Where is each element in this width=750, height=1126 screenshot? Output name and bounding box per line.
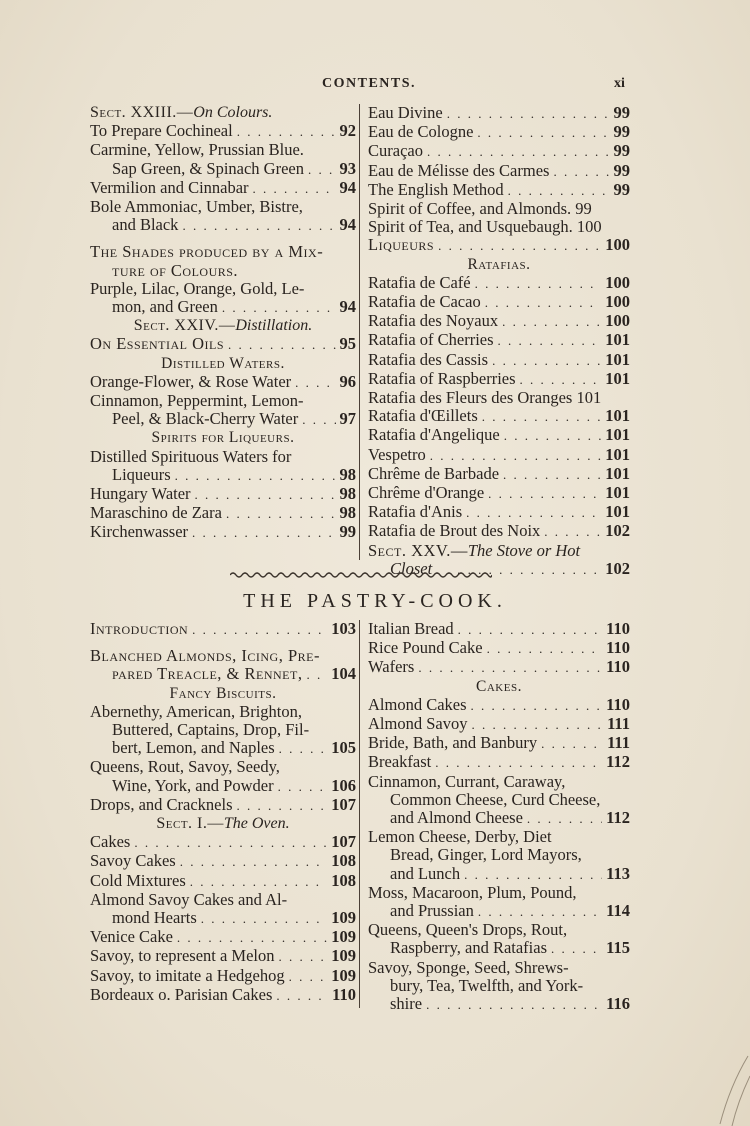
section-number: Sect. XXV.— <box>368 540 468 560</box>
toc-entry-title: Hungary Water <box>90 484 191 504</box>
toc-page-number: 111 <box>607 714 630 734</box>
section-name: The Oven. <box>223 815 290 833</box>
dot-leader <box>276 987 328 1005</box>
toc-entry-title: Raspberry, and Ratafias <box>390 938 547 958</box>
toc-page-number: 96 <box>339 371 356 391</box>
toc-entry-title: Ratafia de Café <box>368 272 471 292</box>
toc-entry-title: Cold Mixtures <box>90 870 186 890</box>
dot-leader <box>177 929 327 947</box>
toc-entry-title: and Prussian <box>390 901 474 921</box>
toc-entry <box>90 179 356 198</box>
section-number: Sect. XXIV.— <box>133 317 236 335</box>
contents-section-1 <box>90 103 630 578</box>
toc-line: Blanched Almonds, Icing, Pre- <box>90 646 320 666</box>
toc-entry-title: Savoy, to imitate a Hedgehog <box>90 965 285 985</box>
toc-entry-title: Liqueurs <box>112 464 171 484</box>
toc-page-number: 101 <box>605 425 630 445</box>
dot-leader <box>527 810 602 828</box>
toc-entry <box>90 947 356 966</box>
toc-entry <box>90 410 356 429</box>
page-header <box>0 76 750 96</box>
toc-entry-title: Ratafia des Cassis <box>368 349 489 369</box>
toc-line: Queens, Rout, Savoy, Seedy, <box>90 757 280 777</box>
toc-section-heading <box>90 317 356 335</box>
toc-page-number: 113 <box>606 863 630 883</box>
toc-page-number: 102 <box>605 521 630 541</box>
toc-entry <box>368 181 630 200</box>
toc-entry-title: Ratafia d'Angelique <box>368 425 500 445</box>
toc-entry <box>368 865 630 884</box>
toc-entry <box>368 331 630 350</box>
dot-leader <box>418 659 602 677</box>
dot-leader <box>278 778 328 796</box>
column-divider <box>359 104 360 560</box>
toc-entry <box>90 833 356 852</box>
toc-subheading: Ratafias. <box>467 255 531 273</box>
toc-entry <box>90 796 356 815</box>
page-corner-mark <box>710 1046 750 1126</box>
toc-entry <box>368 123 630 142</box>
toc-page-number: 100 <box>605 272 630 292</box>
running-title: CONTENTS. <box>322 76 417 91</box>
page-number: xi <box>614 76 625 91</box>
dot-leader <box>222 299 336 317</box>
toc-line: Moss, Macaroon, Plum, Pound, <box>368 882 577 902</box>
dot-leader <box>289 968 328 986</box>
toc-entry <box>368 104 630 123</box>
dot-leader <box>279 740 328 758</box>
section-number: Sect. XXIII.— <box>90 104 194 121</box>
toc-line: bury, Tea, Twelfth, and York- <box>390 975 584 995</box>
toc-entry <box>368 312 630 331</box>
toc-entry-title: Chrême de Barbade <box>368 463 500 483</box>
toc-entry <box>90 967 356 986</box>
dot-leader <box>482 408 602 426</box>
dot-leader <box>553 163 609 181</box>
toc-entry-title: and Almond Cheese <box>390 808 523 828</box>
toc-entry-title: mond Hearts <box>112 908 197 928</box>
dot-leader <box>492 352 601 370</box>
toc-entry-title: Savoy, to represent a Melon <box>90 946 275 966</box>
toc-entry <box>90 298 356 317</box>
toc-entry <box>368 274 630 293</box>
toc-line: Lemon Cheese, Derby, Diet <box>368 827 552 847</box>
dot-leader <box>192 524 335 542</box>
dot-leader <box>503 466 601 484</box>
dot-leader <box>308 161 336 179</box>
dot-leader <box>520 371 602 389</box>
toc-section-heading <box>90 815 356 833</box>
toc-entry-title: Ratafia of Raspberries <box>368 368 516 388</box>
toc-line: Spirit of Coffee, and Almonds. 99 <box>368 199 592 219</box>
toc-page-number: 109 <box>331 965 356 985</box>
toc-page-number: 114 <box>606 901 630 921</box>
toc-entry-title: Bordeaux o. Parisian Cakes <box>90 984 273 1004</box>
toc-page-number: 94 <box>339 297 356 317</box>
toc-entry-title: and Lunch <box>390 863 461 883</box>
toc-page-number: 101 <box>605 349 630 369</box>
dot-leader <box>471 716 603 734</box>
toc-entry-title: Orange-Flower, & Rose Water <box>90 371 292 391</box>
toc-entry <box>368 142 630 161</box>
toc-entry-title: and Black <box>112 215 179 235</box>
dot-leader <box>475 275 602 293</box>
toc-line: Queens, Queen's Drops, Rout, <box>368 920 568 940</box>
toc-page-number: 93 <box>339 158 356 178</box>
section-title-pastry-cook: THE PASTRY-COOK. <box>243 590 507 612</box>
toc-entry <box>368 809 630 828</box>
toc-entry <box>368 503 630 522</box>
toc-entry <box>368 465 630 484</box>
toc-entry <box>90 160 356 179</box>
toc-page-number: 92 <box>339 121 356 141</box>
toc-page-number: 99 <box>339 522 356 542</box>
toc-line: Spirit of Tea, and Usquebaugh. 100 <box>368 217 602 237</box>
contents-column-left <box>90 620 356 1008</box>
toc-page-number: 110 <box>606 619 630 638</box>
toc-page-number: 101 <box>605 502 630 522</box>
toc-entry-title: Ratafia des Noyaux <box>368 311 499 331</box>
dot-leader <box>226 505 336 523</box>
toc-entry <box>90 872 356 891</box>
dot-leader <box>279 948 328 966</box>
toc-entry-title: pared Treacle, & Rennet, <box>112 664 303 684</box>
toc-entry <box>90 523 356 542</box>
dot-leader <box>478 903 602 921</box>
toc-entry-title: Wafers <box>368 657 415 677</box>
dot-leader <box>175 467 336 485</box>
dot-leader <box>471 697 603 715</box>
toc-entry-title: Savoy Cakes <box>90 851 176 871</box>
toc-entry-title: To Prepare Cochineal <box>90 121 233 141</box>
toc-page-number: 110 <box>606 638 630 658</box>
section-number: Sect. I.— <box>156 815 224 833</box>
toc-entry-title: Breakfast <box>368 752 432 772</box>
toc-line: Abernethy, American, Brighton, <box>90 701 303 721</box>
toc-page-number: 104 <box>331 664 356 684</box>
toc-page-number: 98 <box>339 503 356 523</box>
toc-page-number: 99 <box>613 122 630 142</box>
section-name: On Colours. <box>193 104 273 121</box>
toc-entry-title: Almond Savoy <box>368 714 468 734</box>
toc-page-number: 100 <box>605 235 630 255</box>
toc-page-number: 101 <box>605 444 630 464</box>
toc-line: The Shades produced by a Mix- <box>90 242 324 262</box>
wavy-rule-ornament <box>230 570 492 580</box>
dot-leader <box>182 217 335 235</box>
toc-page-number: 98 <box>339 484 356 504</box>
toc-page-number: 110 <box>606 657 630 677</box>
dot-leader <box>504 427 602 445</box>
toc-page-number: 111 <box>607 733 630 753</box>
dot-leader <box>502 313 601 331</box>
dot-leader <box>237 123 336 141</box>
toc-entry <box>368 902 630 921</box>
dot-leader <box>544 523 601 541</box>
toc-entry <box>368 426 630 445</box>
toc-line <box>368 542 630 560</box>
toc-page-number: 109 <box>331 908 356 928</box>
toc-entry-title: On Essential Oils <box>90 334 224 354</box>
dot-leader <box>458 621 602 639</box>
dot-leader <box>488 485 601 503</box>
toc-entry <box>90 485 356 504</box>
toc-page-number: 95 <box>339 334 356 354</box>
toc-entry-title: Vermilion and Cinnabar <box>90 177 249 197</box>
toc-entry <box>368 351 630 370</box>
toc-entry <box>368 734 630 753</box>
toc-subheading: Spirits for Liqueurs. <box>151 429 295 447</box>
toc-entry <box>90 373 356 392</box>
toc-page-number: 98 <box>339 464 356 484</box>
contents-column-left <box>90 104 356 560</box>
dot-leader <box>427 143 610 161</box>
toc-entry <box>368 484 630 503</box>
toc-page-number: 108 <box>331 851 356 871</box>
toc-entry-title: Ratafia d'Œillets <box>368 406 478 426</box>
toc-entry <box>368 696 630 715</box>
toc-entry <box>368 658 630 677</box>
toc-page-number: 110 <box>606 694 630 714</box>
contents-section-2 <box>90 619 630 1014</box>
dot-leader <box>466 504 601 522</box>
dot-leader <box>228 336 336 354</box>
toc-entry <box>90 216 356 235</box>
toc-subheading: Fancy Biscuits. <box>169 684 277 702</box>
dot-leader <box>237 797 328 815</box>
toc-entry-title: Eau Divine <box>368 103 443 122</box>
dot-leader <box>508 182 610 200</box>
toc-entry-title: Introduction <box>90 619 189 638</box>
toc-page-number: 101 <box>605 368 630 388</box>
dot-leader <box>438 237 601 255</box>
toc-entry <box>368 162 630 181</box>
toc-entry <box>368 939 630 958</box>
toc-entry-title: Sap Green, & Spinach Green <box>112 158 304 178</box>
dot-leader <box>253 180 336 198</box>
toc-entry-title: Drops, and Cracknels <box>90 794 233 814</box>
toc-page-number: 109 <box>331 927 356 947</box>
toc-entry-title: Kirchenwasser <box>90 522 189 542</box>
toc-entry <box>368 620 630 639</box>
toc-page-number: 112 <box>606 808 630 828</box>
toc-entry <box>368 446 630 465</box>
toc-line: Ratafia des Fleurs des Oranges 101 <box>368 388 602 408</box>
toc-page-number: 105 <box>331 738 356 758</box>
toc-entry-title: Rice Pound Cake <box>368 638 483 658</box>
section-name: Distillation. <box>235 317 313 335</box>
dot-leader <box>430 447 602 465</box>
toc-entry <box>90 739 356 758</box>
toc-page-number: 101 <box>605 463 630 483</box>
toc-entry <box>90 504 356 523</box>
dot-leader <box>201 910 327 928</box>
dot-leader <box>551 940 602 958</box>
toc-entry <box>368 995 630 1014</box>
toc-page-number: 100 <box>605 292 630 312</box>
toc-entry <box>368 522 630 541</box>
dot-leader <box>487 640 603 658</box>
toc-subheading: Cakes. <box>476 677 522 695</box>
toc-line: Carmine, Yellow, Prussian Blue. <box>90 140 304 160</box>
toc-entry-title: mon, and Green <box>112 297 218 317</box>
toc-line: Cinnamon, Peppermint, Lemon- <box>90 391 304 411</box>
dot-leader <box>447 105 610 123</box>
toc-page-number: 100 <box>605 311 630 331</box>
toc-entry-title: bert, Lemon, and Naples <box>112 738 275 758</box>
toc-entry <box>90 852 356 871</box>
toc-subheading: Distilled Waters. <box>161 354 285 372</box>
toc-entry-title: shire <box>390 994 423 1014</box>
toc-entry <box>368 370 630 389</box>
toc-entry <box>368 407 630 426</box>
toc-entry-title: Venice Cake <box>90 927 173 947</box>
toc-entry <box>368 293 630 312</box>
toc-entry-title: Maraschino de Zara <box>90 503 222 523</box>
toc-page-number: 107 <box>331 832 356 852</box>
dot-leader <box>195 486 336 504</box>
toc-page-number: 107 <box>331 794 356 814</box>
toc-entry-title: Chrême d'Orange <box>368 483 485 503</box>
toc-line: Bread, Ginger, Lord Mayors, <box>390 845 582 865</box>
toc-entry-title: Ratafia of Cherries <box>368 330 494 350</box>
toc-line: Distilled Spirituous Waters for <box>90 446 292 466</box>
contents-column-right <box>368 103 630 578</box>
dot-leader <box>180 853 328 871</box>
toc-page-number: 97 <box>339 409 356 429</box>
toc-page-number: 102 <box>605 558 630 578</box>
toc-entry-title: Eau de Mélisse des Carmes <box>368 160 550 180</box>
toc-entry-title: Vespetro <box>368 444 426 464</box>
toc-page-number: 116 <box>606 994 630 1014</box>
toc-page-number: 94 <box>339 215 356 235</box>
toc-page-number: 99 <box>613 141 630 161</box>
toc-entry <box>90 909 356 928</box>
toc-entry-title: Curaçao <box>368 141 423 161</box>
toc-entry-title: Almond Cakes <box>368 694 467 714</box>
toc-entry <box>90 466 356 485</box>
toc-entry-title: Ratafia de Cacao <box>368 292 481 312</box>
toc-page-number: 108 <box>331 870 356 890</box>
dot-leader <box>498 332 602 350</box>
toc-page-number: 101 <box>605 330 630 350</box>
toc-line: Buttered, Captains, Drop, Fil- <box>112 720 310 740</box>
toc-line: Cinnamon, Currant, Caraway, <box>368 771 566 791</box>
column-divider <box>359 620 360 1008</box>
toc-page-number: 99 <box>613 179 630 199</box>
dot-leader <box>541 735 603 753</box>
toc-entry <box>368 753 630 772</box>
toc-entry-title: Eau de Cologne <box>368 122 474 142</box>
dot-leader <box>435 754 602 772</box>
toc-line: ture of Colours. <box>112 260 239 280</box>
toc-page-number: 99 <box>613 160 630 180</box>
toc-entry-title: Ratafia de Brout des Noix <box>368 521 541 541</box>
toc-page-number: 103 <box>331 619 356 638</box>
toc-entry <box>368 639 630 658</box>
toc-entry-title: Ratafia d'Anis <box>368 502 463 522</box>
toc-section-heading <box>90 104 356 122</box>
toc-entry-title: Cakes <box>90 832 131 852</box>
toc-page-number: 112 <box>606 752 630 772</box>
dot-leader <box>192 621 327 639</box>
toc-page-number: 101 <box>605 406 630 426</box>
section-name: The Stove or Hot <box>467 540 581 560</box>
toc-entry <box>90 620 356 639</box>
toc-entry <box>90 122 356 141</box>
dot-leader <box>464 866 602 884</box>
toc-page-number: 115 <box>606 938 630 958</box>
toc-entry-title: Liqueurs <box>368 235 435 255</box>
dot-leader <box>295 374 335 392</box>
toc-entry <box>90 335 356 354</box>
toc-line: Bole Ammoniac, Umber, Bistre, <box>90 197 303 217</box>
toc-page-number: 101 <box>605 483 630 503</box>
toc-entry-title: Italian Bread <box>368 619 454 638</box>
dot-leader <box>485 294 602 312</box>
toc-page-number: 109 <box>331 946 356 966</box>
dot-leader <box>134 834 327 852</box>
toc-entry <box>90 665 356 684</box>
dot-leader <box>190 873 327 891</box>
toc-entry-title: Bride, Bath, and Banbury <box>368 733 538 753</box>
contents-column-right <box>368 619 630 1014</box>
toc-entry <box>368 236 630 255</box>
dot-leader <box>426 996 602 1014</box>
toc-line: Savoy, Sponge, Seed, Shrews- <box>368 957 569 977</box>
toc-page-number: 99 <box>613 103 630 122</box>
toc-page-number: 94 <box>339 177 356 197</box>
toc-entry-title: Wine, York, and Powder <box>112 775 274 795</box>
dot-leader <box>306 666 327 684</box>
toc-line: Almond Savoy Cakes and Al- <box>90 889 288 909</box>
toc-entry-title: Closet <box>390 558 433 578</box>
toc-page-number: 106 <box>331 775 356 795</box>
toc-line: Common Cheese, Curd Cheese, <box>390 789 601 809</box>
toc-entry <box>90 777 356 796</box>
toc-entry-title: The English Method <box>368 179 504 199</box>
toc-entry <box>90 986 356 1005</box>
toc-entry-title: Peel, & Black-Cherry Water <box>112 409 299 429</box>
dot-leader <box>477 124 609 142</box>
toc-entry <box>368 715 630 734</box>
toc-line: Purple, Lilac, Orange, Gold, Le- <box>90 278 305 298</box>
toc-entry <box>90 928 356 947</box>
dot-leader <box>302 411 335 429</box>
toc-page-number: 110 <box>332 984 356 1004</box>
